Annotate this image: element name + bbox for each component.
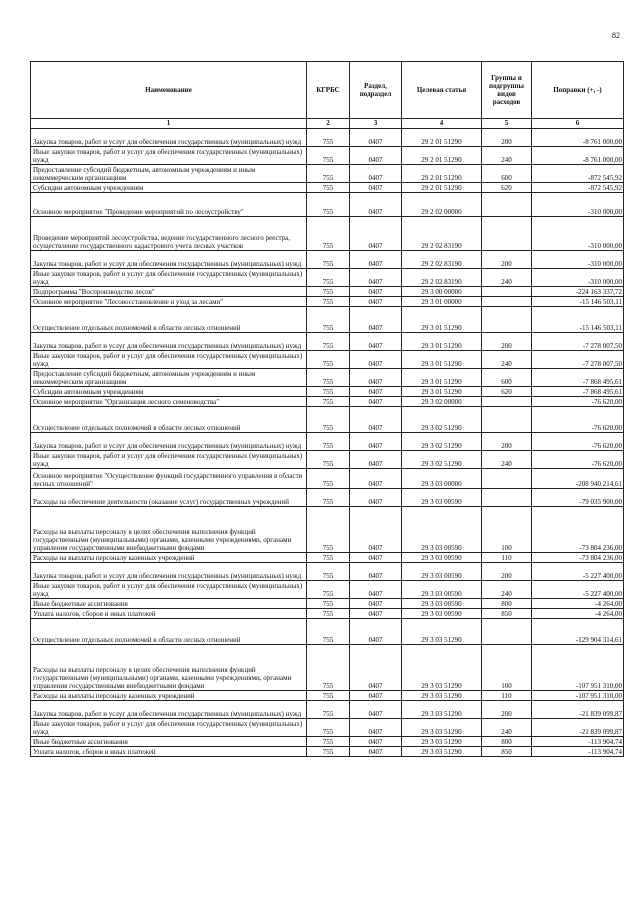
cell-amount: -76 620,00: [532, 433, 624, 451]
cell-group: [482, 193, 532, 217]
cell-target: 29 3 03 51290: [402, 747, 482, 757]
header-amount: Поправки (+, -): [532, 62, 624, 119]
header-section: Раздел, подраздел: [350, 62, 402, 119]
header-kgrbs: КГРБС: [307, 62, 350, 119]
cell-amount: -7 868 495,61: [532, 387, 624, 397]
cell-name: Основное мероприятие "Лесовосстановление и уход за лесами": [31, 297, 307, 307]
cell-section: 0407: [350, 433, 402, 451]
cell-name: Закупка товаров, работ и услуг для обеспечения государственных (муниципальных) нужд: [31, 251, 307, 269]
table-row: [31, 387, 624, 397]
cell-section: 0407: [350, 701, 402, 719]
cell-amount: -107 951 310,00: [532, 691, 624, 701]
cell-name: Закупка товаров, работ и услуг для обеспечения государственных (муниципальных) нужд: [31, 701, 307, 719]
column-number: 4: [402, 119, 482, 129]
column-number: 6: [532, 119, 624, 129]
cell-section: 0407: [350, 719, 402, 737]
header-target: Целевая статья: [402, 62, 482, 119]
cell-target: 29 2 02 83190: [402, 269, 482, 287]
cell-kgrbs: 755: [307, 217, 350, 251]
cell-section: 0407: [350, 333, 402, 351]
cell-section: 0407: [350, 351, 402, 369]
cell-kgrbs: 755: [307, 129, 350, 147]
cell-section: 0407: [350, 581, 402, 599]
cell-name: Основное мероприятие "Осуществление функций государственного управления в области лесных отношений": [31, 469, 307, 489]
page-number: 82: [612, 31, 620, 40]
cell-name: Иные бюджетные ассигнования: [31, 599, 307, 609]
cell-group: 240: [482, 147, 532, 165]
cell-name: Иные закупки товаров, работ и услуг для обеспечения государственных (муниципальных) нужд: [31, 147, 307, 165]
budget-table: [30, 61, 624, 757]
cell-kgrbs: 755: [307, 369, 350, 387]
column-number: 5: [482, 119, 532, 129]
cell-target: 29 2 01 51290: [402, 165, 482, 183]
cell-target: 29 2 02 00000: [402, 193, 482, 217]
cell-name: Осуществление отдельных полномочий в области лесных отношений: [31, 619, 307, 645]
cell-section: 0407: [350, 619, 402, 645]
cell-group: [482, 619, 532, 645]
cell-kgrbs: 755: [307, 553, 350, 563]
cell-target: 29 3 03 51290: [402, 737, 482, 747]
table-row: [31, 701, 624, 719]
cell-name: Субсидии автономным учреждениям: [31, 387, 307, 397]
cell-kgrbs: 755: [307, 645, 350, 691]
cell-kgrbs: 755: [307, 397, 350, 407]
cell-section: 0407: [350, 489, 402, 507]
cell-name: Проведение мероприятий лесоустройства, ведение государственного лесного реестра, осуществление государственного кадастрового учета лесных участков: [31, 217, 307, 251]
cell-kgrbs: 755: [307, 183, 350, 193]
table-row: [31, 165, 624, 183]
cell-target: 29 3 02 51290: [402, 433, 482, 451]
cell-section: 0407: [350, 183, 402, 193]
cell-kgrbs: 755: [307, 747, 350, 757]
cell-name: Иные закупки товаров, работ и услуг для обеспечения государственных (муниципальных) нужд: [31, 451, 307, 469]
cell-kgrbs: 755: [307, 619, 350, 645]
cell-group: 100: [482, 645, 532, 691]
cell-target: 29 3 03 00590: [402, 553, 482, 563]
cell-amount: -7 278 007,50: [532, 351, 624, 369]
cell-kgrbs: 755: [307, 351, 350, 369]
cell-kgrbs: 755: [307, 451, 350, 469]
cell-kgrbs: 755: [307, 165, 350, 183]
cell-name: Иные бюджетные ассигнования: [31, 737, 307, 747]
table-row: [31, 287, 624, 297]
cell-name: Закупка товаров, работ и услуг для обеспечения государственных (муниципальных) нужд: [31, 563, 307, 581]
column-number: 3: [350, 119, 402, 129]
cell-name: Осуществление отдельных полномочий в области лесных отношений: [31, 407, 307, 433]
table-row: [31, 397, 624, 407]
table-row: [31, 563, 624, 581]
table-row: [31, 489, 624, 507]
cell-name: Основное мероприятие "Проведение мероприятий по лесоустройству": [31, 193, 307, 217]
cell-amount: -21 839 099,87: [532, 719, 624, 737]
cell-amount: -310 000,00: [532, 269, 624, 287]
table-row: [31, 307, 624, 333]
cell-kgrbs: 755: [307, 193, 350, 217]
cell-group: 240: [482, 269, 532, 287]
cell-kgrbs: 755: [307, 433, 350, 451]
cell-target: 29 3 03 51290: [402, 619, 482, 645]
cell-amount: -208 940 214,61: [532, 469, 624, 489]
cell-name: Предоставление субсидий бюджетным, автономным учреждениям и иным некоммерческим организациям: [31, 165, 307, 183]
cell-section: 0407: [350, 469, 402, 489]
cell-amount: -4 264,00: [532, 609, 624, 619]
cell-group: 240: [482, 451, 532, 469]
cell-group: [482, 489, 532, 507]
cell-name: Предоставление субсидий бюджетным, автономным учреждениям и иным некоммерческим организациям: [31, 369, 307, 387]
cell-section: 0407: [350, 609, 402, 619]
table-row: [31, 737, 624, 747]
cell-kgrbs: 755: [307, 581, 350, 599]
cell-section: 0407: [350, 193, 402, 217]
cell-target: 29 3 01 51290: [402, 369, 482, 387]
cell-name: Расходы на выплаты персоналу казенных учреждений: [31, 553, 307, 563]
cell-name: Уплата налогов, сборов и иных платежей: [31, 609, 307, 619]
cell-target: 29 3 03 51290: [402, 645, 482, 691]
table-row: [31, 193, 624, 217]
cell-name: Закупка товаров, работ и услуг для обеспечения государственных (муниципальных) нужд: [31, 433, 307, 451]
cell-amount: -15 146 503,11: [532, 307, 624, 333]
cell-kgrbs: 755: [307, 737, 350, 747]
table-row: [31, 407, 624, 433]
cell-section: 0407: [350, 297, 402, 307]
table-row: [31, 433, 624, 451]
cell-target: 29 3 01 51290: [402, 351, 482, 369]
cell-name: Уплата налогов, сборов и иных платежей: [31, 747, 307, 757]
table-row: [31, 469, 624, 489]
cell-target: 29 2 01 51290: [402, 183, 482, 193]
cell-kgrbs: 755: [307, 719, 350, 737]
table-row: [31, 507, 624, 553]
cell-group: 200: [482, 251, 532, 269]
cell-amount: -872 545,92: [532, 165, 624, 183]
cell-amount: -76 620,00: [532, 451, 624, 469]
cell-kgrbs: 755: [307, 251, 350, 269]
cell-kgrbs: 755: [307, 269, 350, 287]
cell-amount: -5 227 400,00: [532, 563, 624, 581]
cell-target: 29 3 02 51290: [402, 407, 482, 433]
cell-target: 29 3 00 00000: [402, 287, 482, 297]
cell-kgrbs: 755: [307, 287, 350, 297]
cell-amount: -113 904,74: [532, 737, 624, 747]
cell-group: 850: [482, 609, 532, 619]
cell-section: 0407: [350, 737, 402, 747]
cell-amount: -8 761 000,00: [532, 147, 624, 165]
cell-group: 240: [482, 351, 532, 369]
cell-group: 800: [482, 737, 532, 747]
cell-name: Расходы на обеспечение деятельности (оказание услуг) государственных учреждений: [31, 489, 307, 507]
cell-amount: -76 620,00: [532, 407, 624, 433]
cell-target: 29 3 02 51290: [402, 451, 482, 469]
cell-section: 0407: [350, 129, 402, 147]
cell-name: Иные закупки товаров, работ и услуг для обеспечения государственных (муниципальных) нужд: [31, 269, 307, 287]
cell-section: 0407: [350, 387, 402, 397]
cell-name: Расходы на выплаты персоналу в целях обеспечения выполнения функций государственными (муниципальными) органами, казенными учреждениями, органами управления государственными внебюджетными фондами: [31, 645, 307, 691]
cell-section: 0407: [350, 691, 402, 701]
cell-name: Субсидии автономным учреждениям: [31, 183, 307, 193]
cell-target: 29 3 03 51290: [402, 701, 482, 719]
cell-kgrbs: 755: [307, 387, 350, 397]
cell-amount: -8 761 000,00: [532, 129, 624, 147]
cell-group: 600: [482, 369, 532, 387]
cell-amount: -79 035 900,00: [532, 489, 624, 507]
table-row: [31, 269, 624, 287]
cell-target: 29 2 01 51290: [402, 129, 482, 147]
cell-kgrbs: 755: [307, 407, 350, 433]
table-row: [31, 217, 624, 251]
cell-target: 29 3 01 00000: [402, 297, 482, 307]
cell-target: 29 3 03 00000: [402, 469, 482, 489]
cell-amount: -7 278 007,50: [532, 333, 624, 351]
cell-name: Закупка товаров, работ и услуг для обеспечения государственных (муниципальных) нужд: [31, 129, 307, 147]
table-row: [31, 619, 624, 645]
cell-amount: -76 620,00: [532, 397, 624, 407]
cell-section: 0407: [350, 217, 402, 251]
cell-kgrbs: 755: [307, 147, 350, 165]
cell-group: 200: [482, 701, 532, 719]
column-number-row: [31, 119, 624, 129]
cell-target: 29 3 01 51290: [402, 387, 482, 397]
cell-amount: -7 868 495,61: [532, 369, 624, 387]
table-row: [31, 333, 624, 351]
cell-section: 0407: [350, 553, 402, 563]
cell-target: 29 3 03 00590: [402, 489, 482, 507]
header-row: [31, 62, 624, 119]
table-row: [31, 599, 624, 609]
cell-amount: -310 000,00: [532, 217, 624, 251]
cell-target: 29 3 03 00590: [402, 609, 482, 619]
cell-target: 29 3 02 00000: [402, 397, 482, 407]
table-row: [31, 747, 624, 757]
table-row: [31, 609, 624, 619]
cell-target: 29 3 03 00590: [402, 581, 482, 599]
cell-group: 240: [482, 581, 532, 599]
cell-group: 240: [482, 719, 532, 737]
cell-group: 620: [482, 387, 532, 397]
cell-kgrbs: 755: [307, 701, 350, 719]
cell-amount: -73 804 236,00: [532, 507, 624, 553]
cell-group: [482, 307, 532, 333]
table-row: [31, 451, 624, 469]
cell-amount: -224 163 337,72: [532, 287, 624, 297]
cell-amount: -21 839 099,87: [532, 701, 624, 719]
cell-section: 0407: [350, 147, 402, 165]
cell-group: 200: [482, 333, 532, 351]
cell-section: 0407: [350, 451, 402, 469]
cell-section: 0407: [350, 507, 402, 553]
table-row: [31, 581, 624, 599]
cell-section: 0407: [350, 269, 402, 287]
cell-section: 0407: [350, 563, 402, 581]
table-row: [31, 719, 624, 737]
cell-group: 200: [482, 563, 532, 581]
cell-group: 850: [482, 747, 532, 757]
cell-name: Осуществление отдельных полномочий в области лесных отношений: [31, 307, 307, 333]
cell-kgrbs: 755: [307, 469, 350, 489]
cell-section: 0407: [350, 307, 402, 333]
cell-name: Иные закупки товаров, работ и услуг для обеспечения государственных (муниципальных) нужд: [31, 581, 307, 599]
cell-target: 29 3 01 51290: [402, 307, 482, 333]
cell-section: 0407: [350, 251, 402, 269]
cell-kgrbs: 755: [307, 507, 350, 553]
cell-name: Иные закупки товаров, работ и услуг для обеспечения государственных (муниципальных) нужд: [31, 719, 307, 737]
cell-group: 200: [482, 129, 532, 147]
table-row: [31, 645, 624, 691]
cell-target: 29 3 03 00590: [402, 563, 482, 581]
table-row: [31, 297, 624, 307]
cell-group: 100: [482, 507, 532, 553]
cell-kgrbs: 755: [307, 307, 350, 333]
cell-amount: -107 951 310,00: [532, 645, 624, 691]
cell-group: [482, 469, 532, 489]
cell-kgrbs: 755: [307, 489, 350, 507]
cell-section: 0407: [350, 369, 402, 387]
header-name: Наименование: [31, 62, 307, 119]
cell-target: 29 2 02 83190: [402, 217, 482, 251]
table-row: [31, 553, 624, 563]
cell-kgrbs: 755: [307, 563, 350, 581]
header-group: Группы и подгруппы видов расходов: [482, 62, 532, 119]
table-row: [31, 183, 624, 193]
cell-amount: -872 545,92: [532, 183, 624, 193]
cell-name: Расходы на выплаты персоналу казенных учреждений: [31, 691, 307, 701]
table-body: [31, 129, 624, 757]
cell-group: [482, 287, 532, 297]
table-row: [31, 691, 624, 701]
cell-name: Иные закупки товаров, работ и услуг для обеспечения государственных (муниципальных) нужд: [31, 351, 307, 369]
cell-group: [482, 297, 532, 307]
cell-group: 600: [482, 165, 532, 183]
cell-amount: -113 904,74: [532, 747, 624, 757]
table-row: [31, 147, 624, 165]
cell-group: [482, 397, 532, 407]
cell-amount: -310 000,00: [532, 251, 624, 269]
cell-group: [482, 217, 532, 251]
column-number: 2: [307, 119, 350, 129]
column-number: 1: [31, 119, 307, 129]
cell-kgrbs: 755: [307, 599, 350, 609]
cell-kgrbs: 755: [307, 333, 350, 351]
cell-name: Подпрограмма "Воспроизводство лесов": [31, 287, 307, 297]
cell-group: 800: [482, 599, 532, 609]
cell-kgrbs: 755: [307, 691, 350, 701]
cell-section: 0407: [350, 599, 402, 609]
cell-target: 29 3 03 00590: [402, 507, 482, 553]
cell-section: 0407: [350, 397, 402, 407]
table-row: [31, 129, 624, 147]
cell-section: 0407: [350, 645, 402, 691]
cell-section: 0407: [350, 287, 402, 297]
table-row: [31, 351, 624, 369]
cell-amount: -73 804 236,00: [532, 553, 624, 563]
cell-target: 29 3 03 51290: [402, 691, 482, 701]
cell-target: 29 3 03 51290: [402, 719, 482, 737]
cell-kgrbs: 755: [307, 609, 350, 619]
cell-group: 200: [482, 433, 532, 451]
cell-name: Закупка товаров, работ и услуг для обеспечения государственных (муниципальных) нужд: [31, 333, 307, 351]
cell-target: 29 2 02 83190: [402, 251, 482, 269]
cell-group: 110: [482, 553, 532, 563]
cell-amount: -4 264,00: [532, 599, 624, 609]
cell-name: Расходы на выплаты персоналу в целях обеспечения выполнения функций государственными (муниципальными) органами, казенными учреждениями, органами управления государственными внебюджетными фондами: [31, 507, 307, 553]
cell-section: 0407: [350, 165, 402, 183]
cell-section: 0407: [350, 407, 402, 433]
cell-group: [482, 407, 532, 433]
cell-group: 620: [482, 183, 532, 193]
table-row: [31, 369, 624, 387]
cell-target: 29 2 01 51290: [402, 147, 482, 165]
cell-amount: -15 146 503,11: [532, 297, 624, 307]
cell-kgrbs: 755: [307, 297, 350, 307]
cell-amount: -129 904 314,61: [532, 619, 624, 645]
cell-section: 0407: [350, 747, 402, 757]
cell-group: 110: [482, 691, 532, 701]
table-row: [31, 251, 624, 269]
cell-amount: -310 000,00: [532, 193, 624, 217]
cell-amount: -5 227 400,00: [532, 581, 624, 599]
cell-name: Основное мероприятие "Организация лесного семеноводства": [31, 397, 307, 407]
cell-target: 29 3 01 51290: [402, 333, 482, 351]
cell-target: 29 3 03 00590: [402, 599, 482, 609]
